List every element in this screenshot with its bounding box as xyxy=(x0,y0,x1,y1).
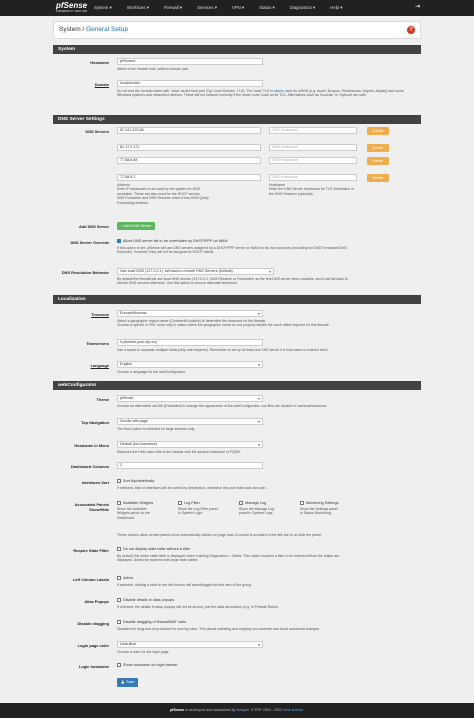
dns-server-1-input[interactable]: 87.241.223.68 xyxy=(117,127,261,134)
dns-hostname-4-input[interactable]: DNS Hostname xyxy=(269,174,357,181)
top-navigation-label: Top Navigation xyxy=(81,420,109,425)
breadcrumb-general-setup[interactable]: General Setup xyxy=(86,26,129,33)
widely-used-link[interactable]: widely used xyxy=(273,89,293,93)
add-dns-label: Add DNS Server xyxy=(78,224,109,229)
hostname-menu-label: Hostname in Menu xyxy=(74,443,109,448)
timeservers-label: Timeservers xyxy=(86,341,109,346)
timeservers-input[interactable]: 0.pfsense.pool.ntp.org xyxy=(117,339,263,346)
dns-resolution-label: DNS Resolution Behavior xyxy=(61,270,109,275)
dns-hostname-2-input[interactable]: DNS Hostname xyxy=(269,144,357,151)
panel-log-filter-help: Show the Log Filter panel in System Logs. xyxy=(178,507,218,516)
checkbox-unchecked[interactable] xyxy=(117,501,121,505)
language-label: Language xyxy=(90,363,109,368)
panel-manage-log-checkbox[interactable]: Manage Log xyxy=(239,501,266,506)
interfaces-sort-checkbox[interactable]: Sort Alphabetically xyxy=(117,479,154,484)
theme-help: Choose an alternative css file (if installed) to change the appearance of the webConfigurator. css files are located in /usr/local/www/css/ xyxy=(117,404,327,408)
disable-dragging-help: Disables the drag-and-drop feature for moving rules. This allows selecting and copying row contents and avoid accidental changes. xyxy=(117,627,320,631)
disable-dragging-checkbox[interactable]: Disable dragging of firewall/NAT rules xyxy=(117,620,186,625)
login-page-color-help: Choose a color for the login page xyxy=(117,650,169,654)
domain-input[interactable]: localdomain xyxy=(117,80,263,87)
checkbox-unchecked[interactable] xyxy=(117,620,121,624)
panel-available-widgets-help: Show the Available Widgets panel on the Dashboard. xyxy=(117,507,150,520)
alias-popups-checkbox[interactable]: Disable details in alias popups xyxy=(117,598,174,603)
hostname-menu-help: Replaces the Help menu title in the Navbar with the system hostname or FQDN. xyxy=(117,450,241,454)
dns-override-label: DNS Server Override xyxy=(70,240,109,245)
help-icon[interactable]: ? xyxy=(407,26,415,34)
top-navbar xyxy=(0,0,474,16)
checkbox-unchecked[interactable] xyxy=(239,501,243,505)
dns-resolution-select[interactable]: Use local DNS (127.0.0.1), fall back to remote DNS Servers (Default) ▾ xyxy=(117,268,274,275)
sign-out-icon[interactable]: ⇥ xyxy=(415,4,421,10)
dns-resolution-help: By default the firewall will use local DNS service (127.0.0.1, DNS Resolver or Forwarder) as the first DNS server when possible, and it will fall back to remote DNS servers otherwise. Use this option to choose alternate behaviors. xyxy=(117,277,348,286)
panel-manage-log-help: Show the Manage Log panel in System Logs. xyxy=(239,507,275,516)
disable-dragging-label: Disable dragging xyxy=(77,621,109,626)
require-state-filter-help: By default, the entire state table is displayed when entering Diagnostics > States. This option requires a filter to be entered before the states are displayed. Useful for systems with large state tables. xyxy=(117,554,340,563)
hostname-menu-select[interactable]: Default (No hostname) ▾ xyxy=(117,441,263,448)
timezone-select[interactable]: Europe/Moscow ▾ xyxy=(117,310,263,317)
associated-panels-label: Associated Panels Show/Hide xyxy=(74,502,109,512)
save-button-label: Save xyxy=(126,680,135,684)
delete-dns-2-button[interactable]: Delete xyxy=(367,144,389,152)
breadcrumb xyxy=(53,21,421,39)
checkbox-unchecked[interactable] xyxy=(300,501,304,505)
footer-copyright: © ESF 2004 - 2021 xyxy=(250,708,284,712)
panel-available-widgets-checkbox[interactable]: Available Widgets xyxy=(117,501,153,506)
checkbox-unchecked[interactable] xyxy=(117,663,121,667)
timezone-label: Timezone xyxy=(91,312,109,317)
associated-panels-help: These options allow certain panels to be automatically hidden on page load. A control is provided in the title bar to un-hide the panel. xyxy=(117,533,322,537)
delete-dns-3-button[interactable]: Delete xyxy=(367,157,389,165)
language-select[interactable]: English ▾ xyxy=(117,361,263,368)
login-page-color-select[interactable]: Dark Blue ▾ xyxy=(117,641,263,648)
top-navigation-select[interactable]: Scrolls with page ▾ xyxy=(117,418,263,425)
menu-diagnostics[interactable]: Diagnostics ▾ xyxy=(289,5,316,10)
delete-dns-4-button[interactable]: Delete xyxy=(367,174,389,182)
theme-select[interactable]: pfSense ▾ xyxy=(117,395,263,402)
dns-hostname-1-input[interactable]: DNS Hostname xyxy=(269,127,357,134)
main-menu xyxy=(94,0,357,15)
menu-status[interactable]: Status ▾ xyxy=(259,5,275,10)
dns-servers-label: DNS Servers xyxy=(85,129,109,134)
view-license-link[interactable]: View license. xyxy=(283,708,304,712)
dashboard-columns-input[interactable]: 2 xyxy=(117,462,263,469)
login-hostname-label: Login hostname xyxy=(78,664,109,669)
hostname-help: Name of the firewall host, without domain part xyxy=(117,67,189,71)
checkbox-unchecked[interactable] xyxy=(117,598,121,602)
checkbox-unchecked[interactable] xyxy=(117,547,121,551)
require-state-filter-checkbox[interactable]: Do not display state table without a filter xyxy=(117,547,190,552)
login-page-color-label: Login page color xyxy=(77,643,109,648)
section-system-header: System xyxy=(53,45,421,54)
dns-server-2-input[interactable]: 81.17.2.171 xyxy=(117,144,261,151)
top-navigation-help: The fixed option is intended for large screens only. xyxy=(117,427,195,431)
alias-popups-help: If checked, the details in alias popups will not be shown, just the alias description (e.g. in Firewall Rules). xyxy=(117,605,279,609)
checkbox-unchecked[interactable] xyxy=(117,576,121,580)
require-state-filter-label: Require State Filter xyxy=(73,548,109,553)
menu-interfaces[interactable]: Interfaces ▾ xyxy=(126,5,149,10)
dns-hostname-help: Hostname Enter the DNS Server Hostname for TLS Verification in the DNS Resolver (optional). xyxy=(269,183,354,196)
panel-monitoring-settings-help: Show the Settings panel in Status Monitoring. xyxy=(300,507,338,516)
pfsense-logo[interactable] xyxy=(56,2,87,13)
dashboard-columns-label: Dashboard Columns xyxy=(70,464,109,469)
interfaces-sort-label: Interfaces Sort xyxy=(81,480,109,485)
theme-label: Theme xyxy=(96,397,109,402)
left-column-labels-label: Left Column Labels xyxy=(72,577,109,582)
dns-override-checkbox[interactable]: Allow DNS server list to be overridden by DHCP/PPP on WAN xyxy=(117,239,227,244)
hostname-input[interactable]: pfSense4 xyxy=(117,58,263,65)
add-dns-server-button[interactable]: + Add DNS Server xyxy=(117,222,155,230)
hostname-label: Hostname xyxy=(90,60,109,65)
menu-services[interactable]: Services ▾ xyxy=(197,5,217,10)
netgate-link[interactable]: Netgate. xyxy=(236,708,251,712)
checkbox-checked[interactable] xyxy=(117,239,121,243)
footer-text: is developed and maintained by xyxy=(184,708,237,712)
footer xyxy=(0,703,474,718)
checkbox-unchecked[interactable] xyxy=(117,479,121,483)
language-help: Choose a language for the webConfigurator xyxy=(117,370,185,374)
left-column-labels-checkbox[interactable]: Active xyxy=(117,576,133,581)
panel-log-filter-checkbox[interactable]: Log Filter xyxy=(178,501,200,506)
timezone-help: Select a geographic region name (Continent/Location) to determine the timezone for the firewall. Choose a special or "Etc" zone only in cases where the geographic zones do not properly handle the clock offset required for this firewall. xyxy=(117,319,330,328)
section-dns-header: DNS Server Settings xyxy=(53,115,421,124)
domain-label: Domain xyxy=(94,82,109,87)
left-column-labels-help: If selected, clicking a label in the left column will select/toggle the first item of the group. xyxy=(117,583,253,587)
menu-firewall[interactable]: Firewall ▾ xyxy=(163,5,183,10)
section-webconfigurator-header: webConfigurator xyxy=(53,381,421,390)
dns-hostname-3-input[interactable]: DNS Hostname xyxy=(269,157,357,164)
checkbox-unchecked[interactable] xyxy=(178,501,182,505)
logo-text: pfSense xyxy=(56,1,88,10)
breadcrumb-system[interactable]: System / xyxy=(59,26,87,33)
footer-brand: pfSense xyxy=(170,708,185,712)
domain-help: Do not end the domain name with '.local' as the final part (Top Level Domain, TLD). The 'local' TLD is widely used by mDNS (e.g. Avahi, Bonjour, Rendezvous, Airprint, Airplay) and some Windows systems and networked devices. These will not network correctly if the router uses 'local' as its TLD. Alternatives such as 'local.lan' or 'mylocal' are safe. xyxy=(117,89,404,98)
logo-subtitle: COMMUNITY EDITION xyxy=(56,10,88,13)
menu-help[interactable]: Help ▾ xyxy=(330,5,343,10)
interfaces-sort-help: If selected, lists of interfaces will be sorted by description, otherwise they are listed wan,lan,optn... xyxy=(117,486,269,490)
dns-override-help: If this option is set, pfSense will use DNS servers assigned by a DHCP/PPP server on WAN for its own purposes (including the DNS Forwarder/DNS Resolver). However, they will not be assigned to DHCP clients. xyxy=(117,246,347,255)
section-localization-header: Localization xyxy=(53,295,421,304)
save-button[interactable]: 💾 Save xyxy=(117,678,138,687)
menu-system[interactable]: System ▾ xyxy=(94,5,112,10)
alias-popups-label: Alias Popups xyxy=(84,599,109,604)
delete-dns-1-button[interactable]: Delete xyxy=(367,127,389,135)
dns-server-4-input[interactable]: 77.88.8.2 xyxy=(117,174,261,181)
panel-monitoring-settings-checkbox[interactable]: Monitoring Settings xyxy=(300,501,339,506)
timeservers-help: Use a space to separate multiple hosts (only one required). Remember to set up at least one DNS server if a host name is entered here! xyxy=(117,348,328,352)
menu-vpn[interactable]: VPN ▾ xyxy=(231,5,245,10)
dns-address-help: Address Enter IP addresses to be used by the system for DNS resolution. These are also used for the DHCP service, DNS Forwarder and DNS Resolver when it has DNS Query Forwarding enabled. xyxy=(117,183,209,205)
login-hostname-checkbox[interactable]: Show hostname on login banner xyxy=(117,663,177,668)
dns-server-3-input[interactable]: 77.88.8.88 xyxy=(117,157,261,164)
